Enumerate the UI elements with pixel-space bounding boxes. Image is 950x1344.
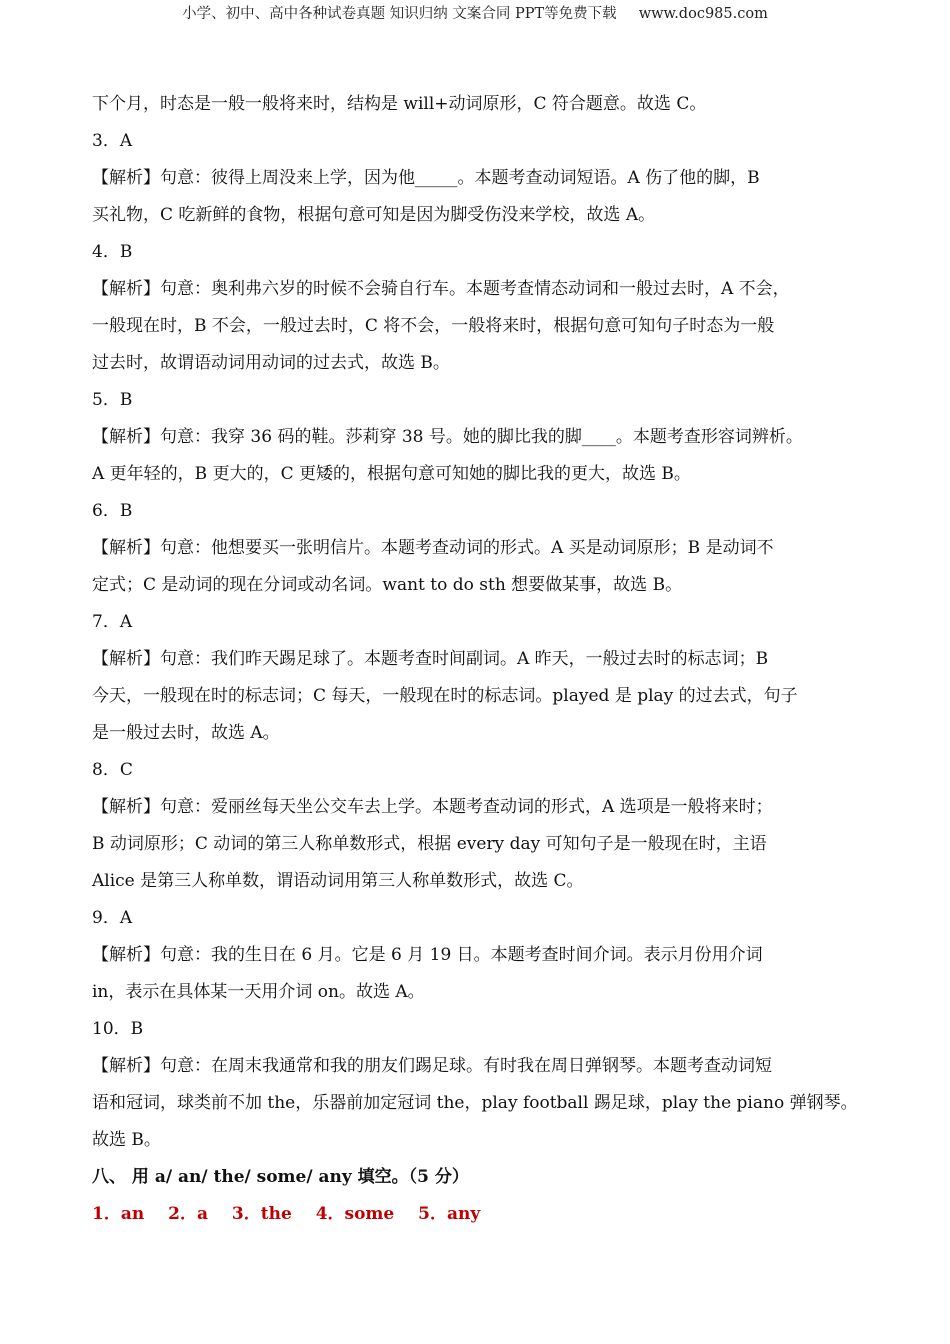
text-line: A 更年轻的，B 更大的，C 更矮的，根据句意可知她的脚比我的更大，故选 B。 xyxy=(92,464,691,484)
section-title: 八、 用 a/ an/ the/ some/ any 填空。（5 分） xyxy=(92,1167,469,1187)
text-line: 定式；C 是动词的现在分词或动名词。want to do sth 想要做某事，故选 B。 xyxy=(92,575,683,595)
answer-number: 6．B xyxy=(92,501,133,521)
answer-item: 4．some xyxy=(315,1204,395,1224)
text-line: 【解析】句意：爱丽丝每天坐公交车去上学。本题考查动词的形式，A 选项是一般将来时； xyxy=(92,797,773,817)
text-line: 【解析】句意：我穿 36 码的鞋。莎莉穿 38 号。她的脚比我的脚____。本题考查形容词辨析。 xyxy=(92,427,803,447)
text-line: 【解析】句意：我的生日在 6 月。它是 6 月 19 日。本题考查时间介词。表示月份用介词 xyxy=(92,945,763,965)
answer-number: 10．B xyxy=(92,1019,144,1039)
answer-number: 5．B xyxy=(92,390,133,410)
text-line: Alice 是第三人称单数，谓语动词用第三人称单数形式，故选 C。 xyxy=(92,871,584,891)
text-line: 下个月，时态是一般一般将来时，结构是 will+动词原形，C 符合题意。故选 C。 xyxy=(92,94,707,114)
answer-key xyxy=(92,1196,882,1233)
answer-number: 7．A xyxy=(92,612,133,632)
answer-number: 8．C xyxy=(92,760,133,780)
text-line: 语和冠词，球类前不加 the，乐器前加定冠词 the，play football 踢足球，play the piano 弹钢琴。 xyxy=(92,1093,858,1113)
text-line: 一般现在时，B 不会，一般过去时，C 将不会，一般将来时，根据句意可知句子时态为一般 xyxy=(92,316,775,336)
answer-item: 1．an xyxy=(92,1204,145,1224)
text-line: 【解析】句意：在周末我通常和我的朋友们踢足球。有时我在周日弹钢琴。本题考查动词短 xyxy=(92,1056,772,1076)
text-line: 【解析】句意：奥利弗六岁的时候不会骑自行车。本题考查情态动词和一般过去时，A 不会， xyxy=(92,279,790,299)
text-line: 【解析】句意：我们昨天踢足球了。本题考查时间副词。A 昨天，一般过去时的标志词；B xyxy=(92,649,769,669)
text-line: in，表示在具体某一天用介词 on。故选 A。 xyxy=(92,982,425,1002)
header-text: 小学、初中、高中各种试卷真题 知识归纳 文案合同 PPT等免费下载 xyxy=(182,6,617,22)
answer-item: 5．any xyxy=(418,1204,481,1224)
page-header xyxy=(0,2,950,23)
text-line: 【解析】句意：彼得上周没来上学，因为他_____。本题考查动词短语。A 伤了他的脚，B xyxy=(92,168,760,188)
answer-number: 3．A xyxy=(92,131,133,151)
text-line: 【解析】句意：他想要买一张明信片。本题考查动词的形式。A 买是动词原形；B 是动词不 xyxy=(92,538,774,558)
header-url: www.doc985.com xyxy=(638,6,768,22)
answer-number: 4．B xyxy=(92,242,133,262)
document-body xyxy=(92,86,882,1233)
text-line: 是一般过去时，故选 A。 xyxy=(92,723,280,743)
text-line: 今天，一般现在时的标志词；C 每天，一般现在时的标志词。played 是 play 的过去式，句子 xyxy=(92,686,798,706)
text-line: 过去时，故谓语动词用动词的过去式，故选 B。 xyxy=(92,353,450,373)
text-line: 买礼物，C 吃新鲜的食物，根据句意可知是因为脚受伤没来学校，故选 A。 xyxy=(92,205,656,225)
text-line: 故选 B。 xyxy=(92,1130,161,1150)
answer-item: 2．a xyxy=(168,1204,208,1224)
answer-item: 3．the xyxy=(231,1204,292,1224)
text-line: B 动词原形；C 动词的第三人称单数形式，根据 every day 可知句子是一般现在时，主语 xyxy=(92,834,767,854)
answer-number: 9．A xyxy=(92,908,133,928)
